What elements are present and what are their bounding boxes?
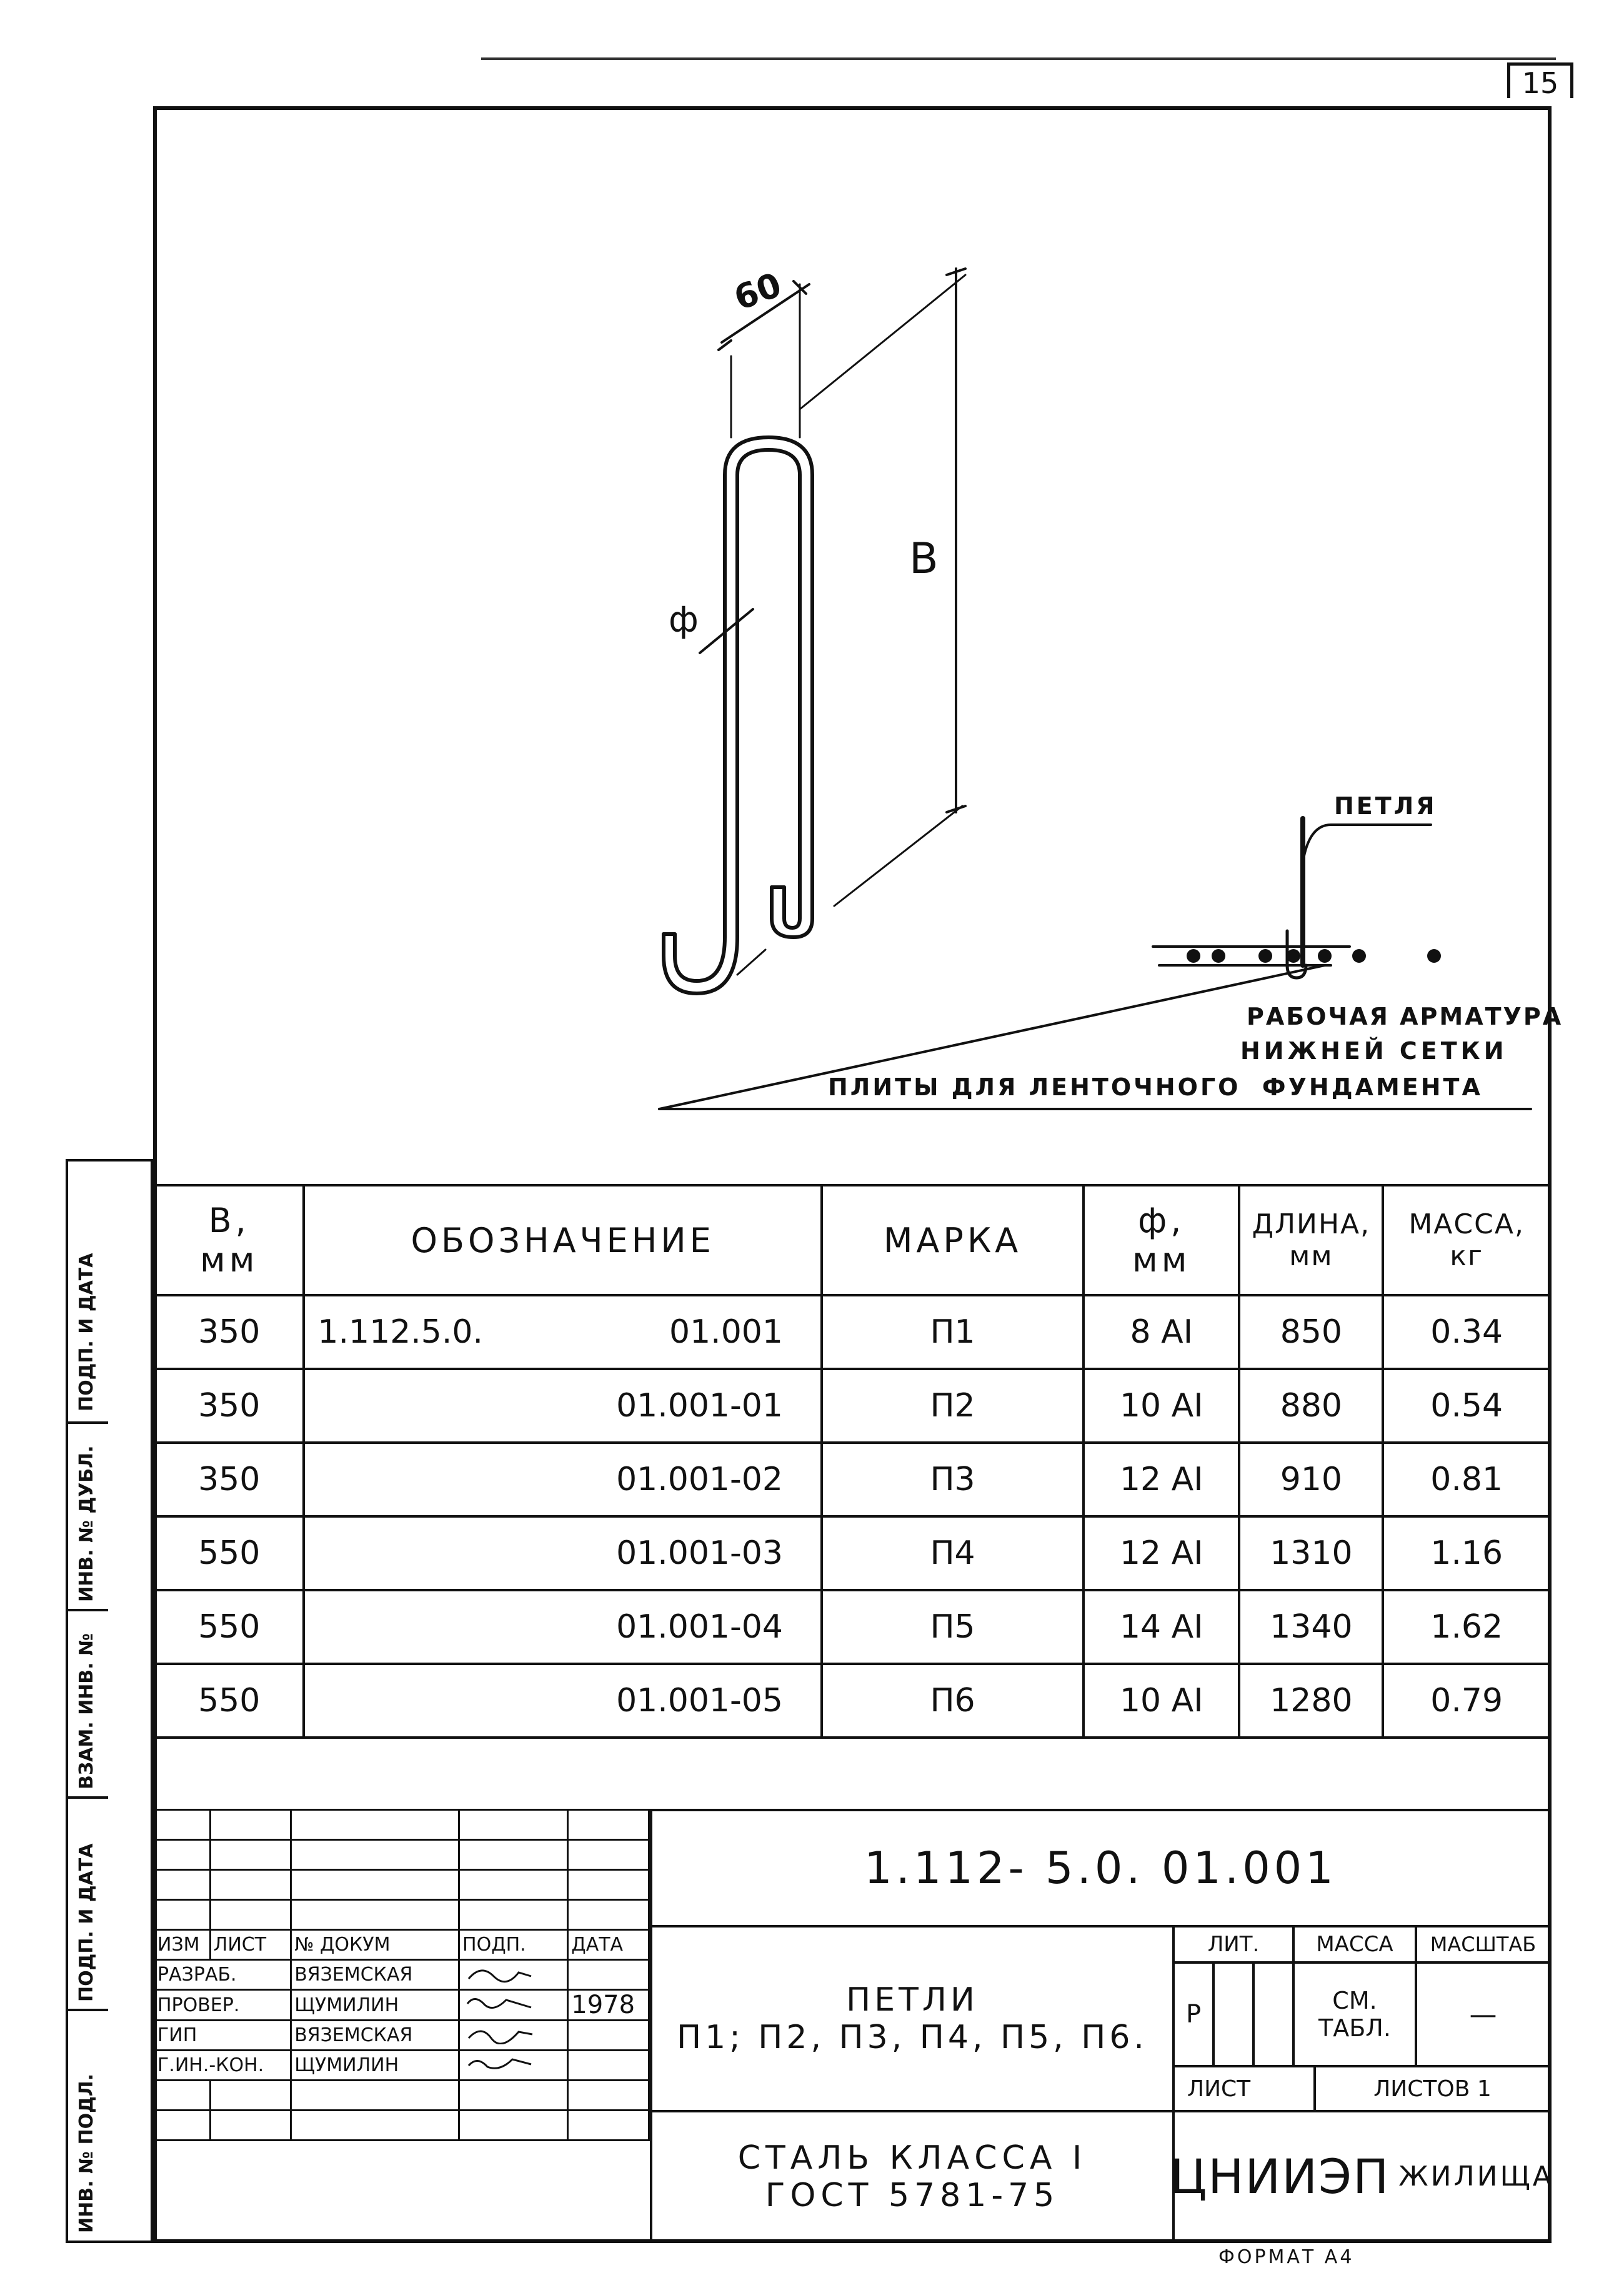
signature [459, 2051, 568, 2081]
col-date: ДАТА [568, 1930, 649, 1960]
title-line-2: П1; П2, П3, П4, П5, П6. [677, 2019, 1148, 2056]
loop-callout-label: ПЕТЛЯ [1334, 792, 1437, 820]
spec-header-row [154, 1185, 1550, 1295]
cell-length: 850 [1239, 1295, 1383, 1369]
scale-label: МАСШТАБ [1415, 1925, 1552, 1964]
rebar-dot [1427, 949, 1441, 963]
cell-b: 350 [154, 1295, 304, 1369]
col-sign: ПОДП. [459, 1930, 568, 1960]
rebar-label-3: ПЛИТЫ ДЛЯ ЛЕНТОЧНОГО ФУНДАМЕНТА [828, 1073, 1483, 1101]
left-hook-path [675, 934, 725, 981]
cell-phi: 14 AI [1083, 1590, 1239, 1664]
table-row [154, 1295, 1550, 1369]
scale-value: — [1415, 1961, 1552, 2067]
person-name: ВЯЗЕМСКАЯ [291, 2021, 459, 2051]
signature [459, 1960, 568, 1990]
table-row [154, 1369, 1550, 1443]
lit-blank [1212, 1961, 1255, 2067]
cell-mass: 0.54 [1383, 1369, 1550, 1443]
side-stamp [66, 1159, 153, 2243]
cell-length: 1310 [1239, 1516, 1383, 1590]
cell-mark: П1 [822, 1295, 1083, 1369]
sheets-count: ЛИСТОВ 1 [1313, 2065, 1552, 2112]
doc-title [650, 1925, 1175, 2112]
side-cell [68, 1161, 108, 1424]
loop-inner-path [737, 450, 800, 937]
col-izm: ИЗМ [154, 1930, 211, 1960]
cell-designation: 01.001-01 [304, 1369, 822, 1443]
person-role: ГИП [154, 2021, 291, 2051]
cell-phi: 12 AI [1083, 1516, 1239, 1590]
cell-b: 550 [154, 1516, 304, 1590]
mass-label: МАССА [1292, 1925, 1417, 1964]
cell-designation [304, 1295, 822, 1369]
table-row [154, 1590, 1550, 1664]
cell-mark: П5 [822, 1590, 1083, 1664]
rebar-label-1: РАБОЧАЯ АРМАТУРА [1247, 1003, 1563, 1030]
lit-blank [1252, 1961, 1295, 2067]
rebar-dot [1287, 949, 1300, 963]
side-cell [68, 2011, 108, 2241]
sheet-label: ЛИСТ [1172, 2065, 1316, 2112]
cell-phi: 8 AI [1083, 1295, 1239, 1369]
signature [459, 2021, 568, 2051]
cell-length: 1340 [1239, 1590, 1383, 1664]
col-list: ЛИСТ [210, 1930, 291, 1960]
rebar-dot [1258, 949, 1272, 963]
title-line-1: ПЕТЛИ [846, 1981, 979, 2019]
person-role: Г.ИН.-КОН. [154, 2051, 291, 2081]
material-line-2: ГОСТ 5781-75 [765, 2176, 1060, 2214]
side-label: ПОДП. И ДАТА [76, 1253, 97, 1411]
person-name: ЩУМИЛИН [291, 1990, 459, 2021]
cell-mark: П3 [822, 1443, 1083, 1516]
cell-mass: 0.34 [1383, 1295, 1550, 1369]
sheet-number: 15 [1507, 62, 1573, 98]
rebar-dot [1318, 949, 1332, 963]
col-mark: МАРКА [822, 1185, 1083, 1295]
organization [1172, 2110, 1552, 2243]
person-date [568, 2021, 649, 2051]
title-block [153, 1809, 1552, 2243]
rebar-dot [1187, 949, 1200, 963]
cell-b: 350 [154, 1443, 304, 1516]
format-footer: ФОРМАТ А4 [1218, 2246, 1355, 2268]
col-length: ДЛИНА, мм [1239, 1185, 1383, 1295]
cell-length: 910 [1239, 1443, 1383, 1516]
col-designation: ОБОЗНАЧЕНИЕ [304, 1185, 822, 1295]
person-row [154, 2051, 649, 2081]
material [650, 2110, 1175, 2243]
designation-prefix: 1.112.5.0. [317, 1313, 484, 1351]
cell-phi: 10 AI [1083, 1369, 1239, 1443]
person-date: 1978 [568, 1990, 649, 2021]
lit-value: Р [1172, 1961, 1215, 2067]
cell-designation: 01.001-02 [304, 1443, 822, 1516]
cell-b: 550 [154, 1664, 304, 1738]
rebar-label-2: НИЖНЕЙ СЕТКИ [1240, 1037, 1508, 1065]
side-cell [68, 1611, 108, 1799]
rebar-dot [1352, 949, 1366, 963]
rebar-dot [1212, 949, 1225, 963]
revision-header-row [154, 1930, 649, 1960]
cell-phi: 12 AI [1083, 1443, 1239, 1516]
side-cell [68, 1799, 108, 2011]
cell-b: 550 [154, 1590, 304, 1664]
side-label: ПОДП. И ДАТА [76, 1843, 97, 2002]
person-role: РАЗРАБ. [154, 1960, 291, 1990]
dim-phi-label: ф [669, 600, 699, 640]
cell-phi: 10 AI [1083, 1664, 1239, 1738]
mass-value: СМ. ТАБЛ. [1292, 1961, 1417, 2067]
person-row [154, 1960, 649, 1990]
cell-designation: 01.001-03 [304, 1516, 822, 1590]
table-row [154, 1664, 1550, 1738]
cell-mark: П2 [822, 1369, 1083, 1443]
cell-mark: П6 [822, 1664, 1083, 1738]
cell-length: 880 [1239, 1369, 1383, 1443]
dim-b-label: B [909, 534, 939, 584]
table-row [154, 1443, 1550, 1516]
person-date [568, 1960, 649, 1990]
side-cell [68, 1424, 108, 1611]
col-doc: № ДОКУМ [291, 1930, 459, 1960]
revision-grid [153, 1809, 650, 2141]
org-name: ЦНИИЭП [1170, 2149, 1390, 2204]
material-line-1: СТАЛЬ КЛАССА I [737, 2139, 1087, 2177]
side-label: ИНВ. № ПОДЛ. [76, 2073, 97, 2233]
cell-mass: 0.81 [1383, 1443, 1550, 1516]
cell-mass: 1.62 [1383, 1590, 1550, 1664]
table-row [154, 1516, 1550, 1590]
side-label: ИНВ. № ДУБЛ. [76, 1445, 97, 1602]
cell-b: 350 [154, 1369, 304, 1443]
signature [459, 1990, 568, 2021]
designation-value: 01.001 [669, 1313, 783, 1351]
cell-mass: 1.16 [1383, 1516, 1550, 1590]
person-name: ВЯЗЕМСКАЯ [291, 1960, 459, 1990]
person-date [568, 2051, 649, 2081]
spec-table [153, 1184, 1552, 1739]
doc-code: 1.112- 5.0. 01.001 [650, 1809, 1552, 1927]
cell-mass: 0.79 [1383, 1664, 1550, 1738]
person-name: ЩУМИЛИН [291, 2051, 459, 2081]
person-row [154, 1990, 649, 2021]
cell-mark: П4 [822, 1516, 1083, 1590]
person-role: ПРОВЕР. [154, 1990, 291, 2021]
lit-label: ЛИТ. [1172, 1925, 1295, 1964]
col-mass: МАССА, кг [1383, 1185, 1550, 1295]
cell-length: 1280 [1239, 1664, 1383, 1738]
col-phi: ф, мм [1083, 1185, 1239, 1295]
dim-60-label: 60 [729, 265, 787, 318]
org-suffix: ЖИЛИЩА [1398, 2161, 1554, 2192]
cell-designation: 01.001-04 [304, 1590, 822, 1664]
side-label: ВЗАМ. ИНВ. № [76, 1633, 97, 1789]
cell-designation: 01.001-05 [304, 1664, 822, 1738]
col-b: B, мм [154, 1185, 304, 1295]
person-row [154, 2021, 649, 2051]
